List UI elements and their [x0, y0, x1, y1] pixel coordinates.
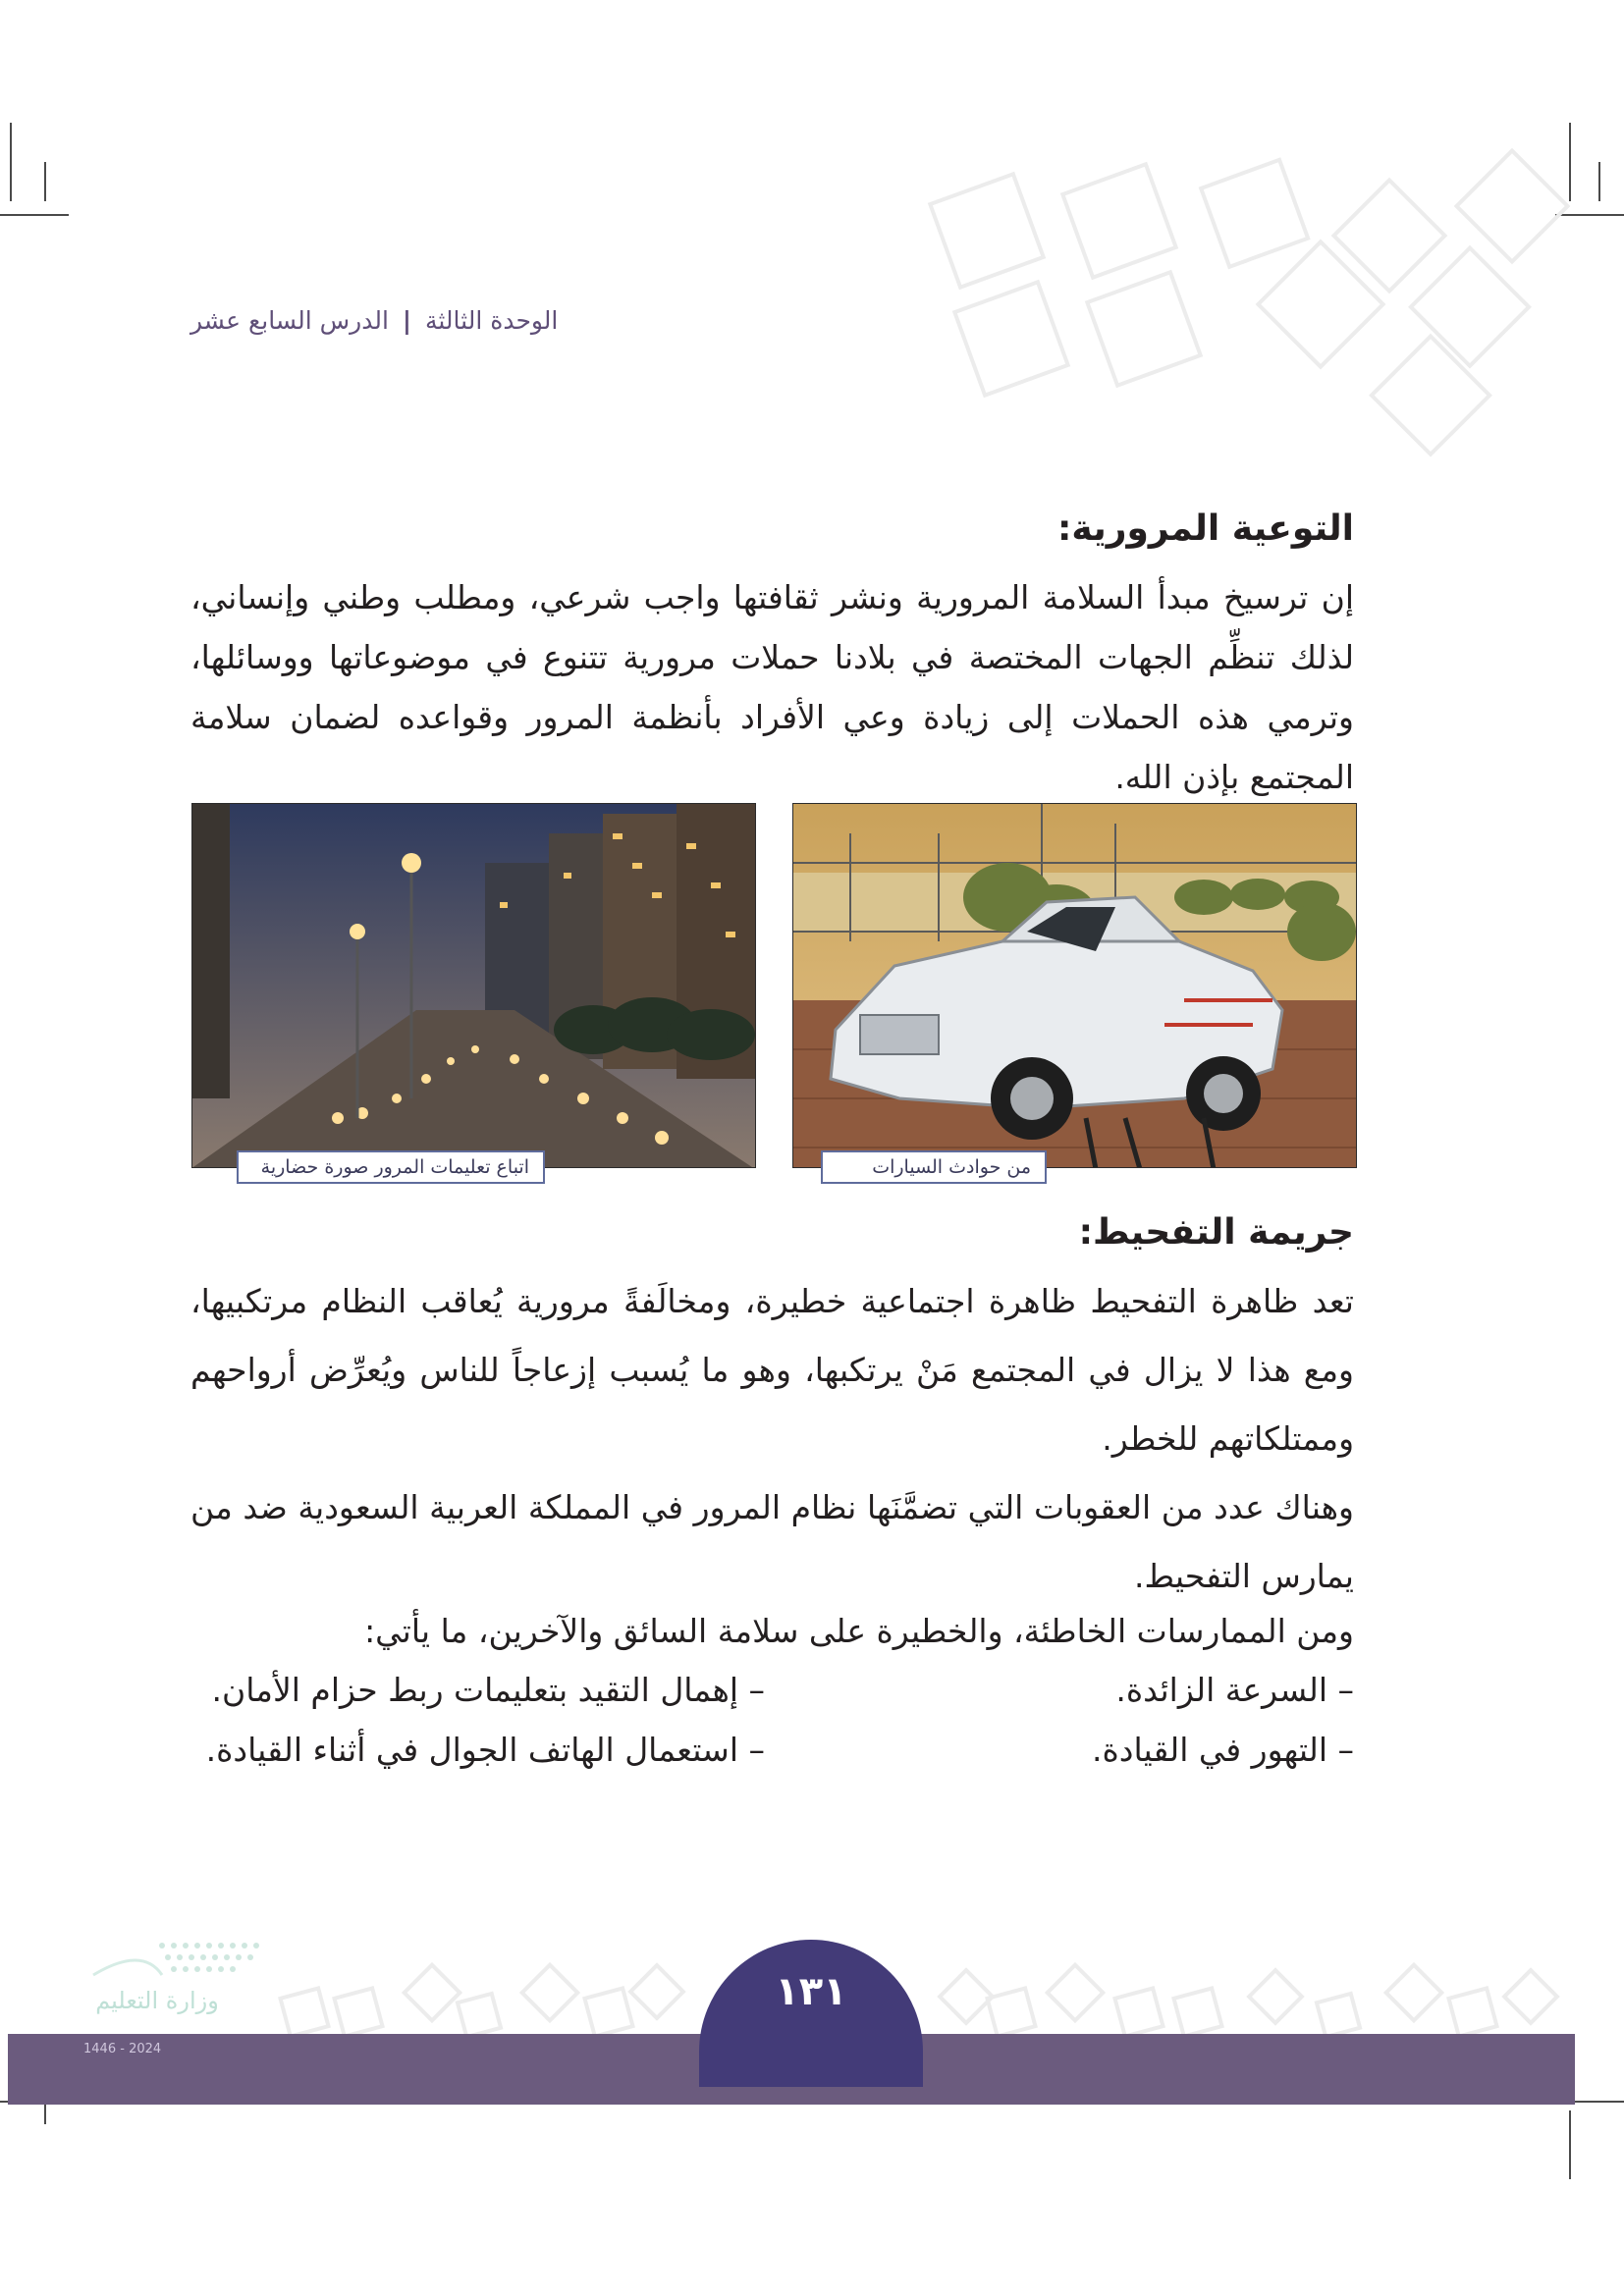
section-heading-drifting-crime: جريمة التفحيط:: [1078, 1212, 1354, 1253]
dangerous-practices-list: [205, 1671, 1354, 1769]
crash-photo-caption: من حوادث السيارات: [821, 1150, 1047, 1184]
list-item: – استعمال الهاتف الجوال في أثناء القيادة.: [205, 1731, 765, 1769]
traffic-awareness-paragraph: إن ترسيخ مبدأ السلامة المرورية ونشر ثقافتها واجب شرعي، ومطلب وطني وإنساني، لذلك تنظِّم الجهات المختصة في بلادنا حملات مرورية تتنوع في موضوعاتها ووسائلها، وترمي هذه الحملات إلى زيادة وعي الأفراد بأنظمة المرور وقواعده لضمان سلامة المجتمع بإذن الله.: [190, 578, 1354, 796]
list-item: – إهمال التقيد بتعليمات ربط حزام الأمان.: [211, 1671, 765, 1709]
penalties-paragraph: وهناك عدد من العقوبات التي تضمَّنَها نظام المرور في المملكة العربية السعودية ضد من يمارس التفحيط.: [190, 1488, 1354, 1595]
traffic-photo-caption: اتباع تعليمات المرور صورة حضارية: [237, 1150, 545, 1184]
lesson-title: الدرس السابع عشر: [190, 306, 389, 335]
practices-intro: ومن الممارسات الخاطئة، والخطيرة على سلامة السائق والآخرين، ما يأتي:: [364, 1612, 1354, 1650]
section-heading-traffic-awareness: التوعية المرورية:: [1056, 508, 1354, 549]
ministry-year: 2024 - 1446: [83, 2042, 162, 2056]
list-item: – السرعة الزائدة.: [1115, 1671, 1354, 1709]
unit-title: الوحدة الثالثة: [424, 306, 559, 335]
list-item: – التهور في القيادة.: [1091, 1731, 1354, 1769]
night-traffic-photo: [191, 803, 756, 1168]
drifting-paragraph: تعد ظاهرة التفحيط ظاهرة اجتماعية خطيرة، ومخالَفةً مرورية يُعاقب النظام مرتكبيها، ومع هذا لا يزال في المجتمع مَنْ يرتكبها، وهو ما يُسبب إزعاجاً للناس ويُعرِّض أرواحهم وممتلكاتهم للخطر.: [190, 1282, 1354, 1458]
page-number: ١٣١: [775, 1969, 847, 2014]
unit-lesson-header: [190, 306, 603, 335]
car-crash-photo: [792, 803, 1357, 1168]
ministry-name: وزارة التعليم: [95, 1987, 219, 2014]
header-separator: |: [402, 306, 412, 335]
